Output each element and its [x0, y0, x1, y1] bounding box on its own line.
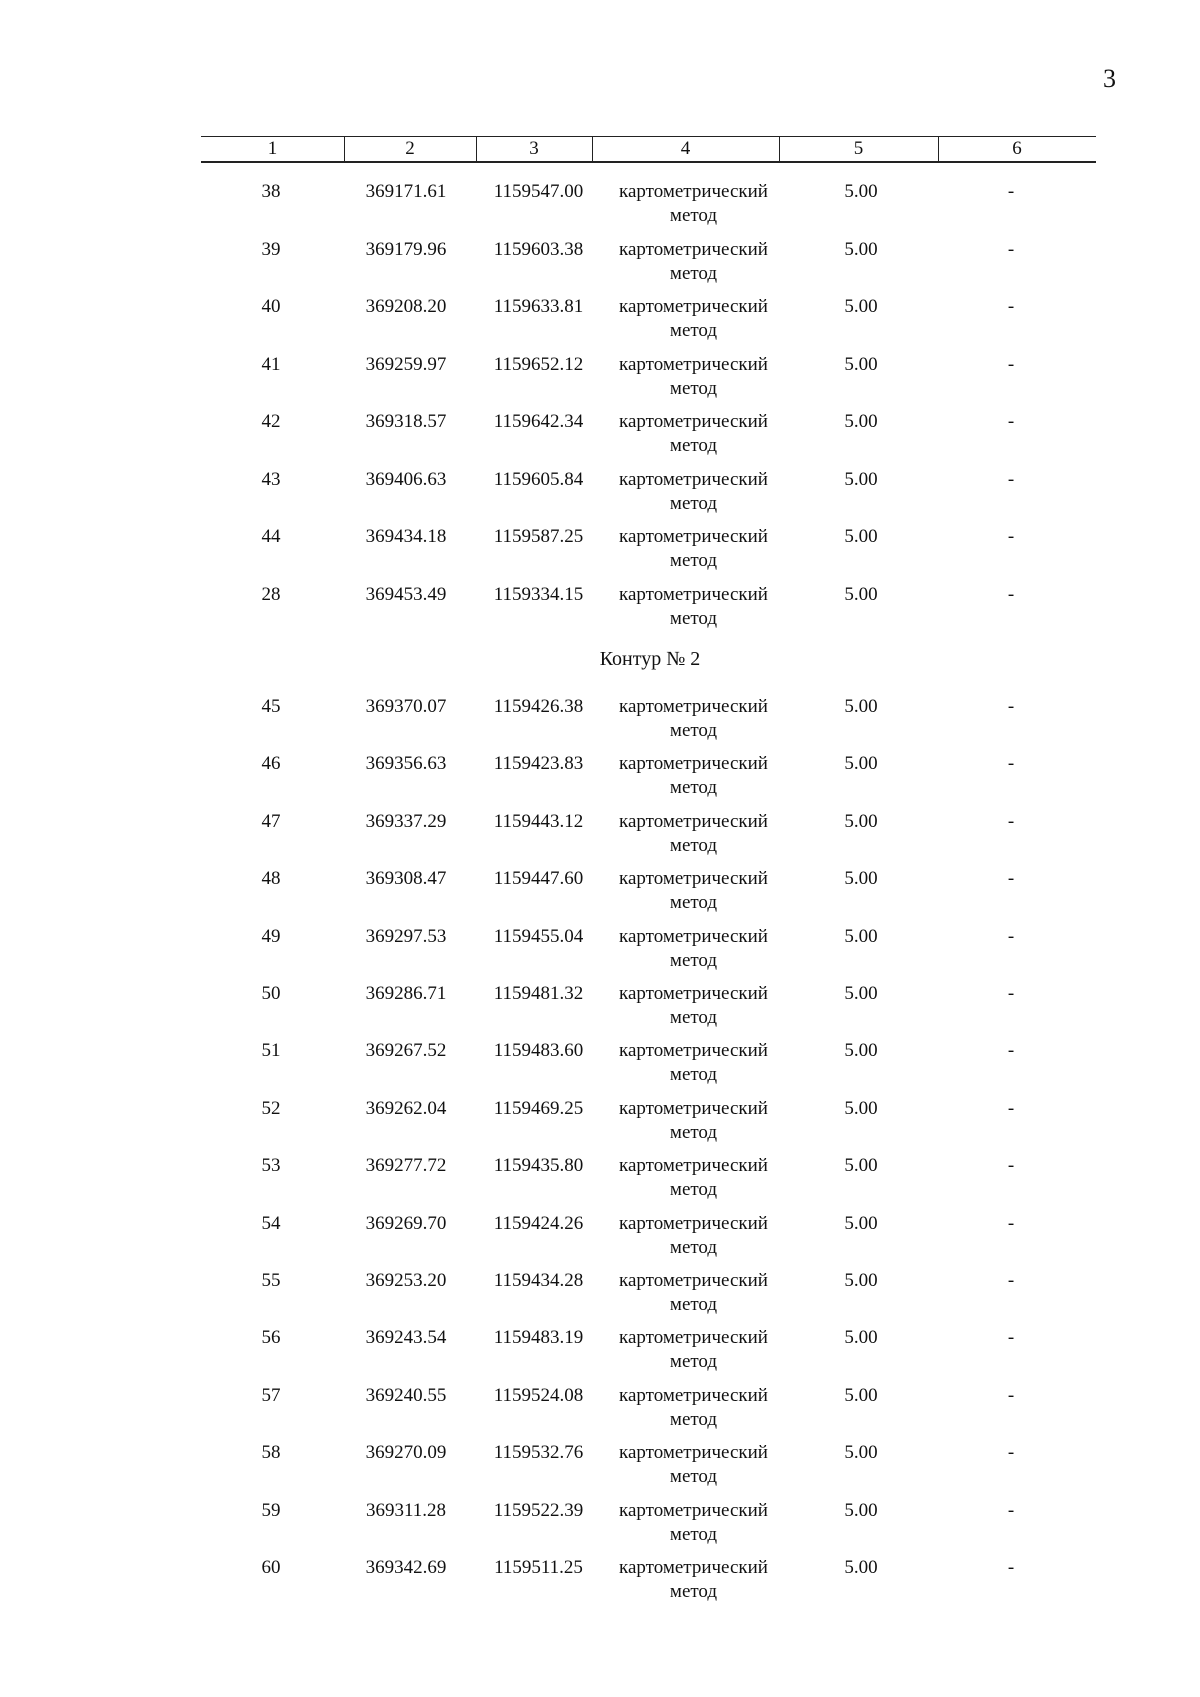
method-line-1: картометрический: [619, 810, 768, 832]
method-line-2: метод: [669, 720, 718, 741]
coord-y: 1159443.12: [493, 810, 584, 832]
accuracy-value: 5.00: [844, 1040, 878, 1062]
method-cell: [596, 295, 791, 343]
header-col-6: 6: [1012, 138, 1022, 159]
method-line-2: метод: [669, 949, 718, 971]
empty-cell: -: [1007, 238, 1015, 260]
header-col-4: 4: [680, 138, 691, 159]
coord-y: 1159423.83: [493, 753, 584, 775]
empty-cell: -: [1007, 1327, 1015, 1349]
table-row: [201, 353, 1096, 405]
method-line-2: метод: [669, 435, 718, 456]
empty-cell: -: [1007, 983, 1015, 1004]
table-row: [201, 468, 1096, 520]
coord-x: 369434.18: [365, 526, 447, 547]
coord-x: 369342.69: [365, 1557, 447, 1578]
point-number: 55: [261, 1270, 281, 1291]
method-cell: [596, 1556, 791, 1604]
table-row: [201, 752, 1096, 804]
coord-y: 1159605.84: [493, 468, 584, 490]
coord-x: 369286.71: [365, 983, 447, 1004]
table-row: [201, 1039, 1096, 1091]
coord-x: 369311.28: [365, 1499, 447, 1521]
method-cell: [596, 238, 791, 286]
empty-cell: -: [1007, 468, 1015, 490]
method-line-2: метод: [669, 1581, 718, 1602]
method-line-2: метод: [669, 1408, 718, 1430]
method-cell: [596, 180, 791, 228]
method-line-1: картометрический: [619, 1040, 768, 1062]
point-number: 56: [261, 1327, 281, 1349]
point-number: 38: [261, 181, 281, 202]
method-line-2: метод: [669, 1236, 718, 1258]
coord-y: 1159435.80: [493, 1155, 584, 1177]
method-line-2: метод: [669, 1523, 718, 1545]
accuracy-value: 5.00: [844, 925, 878, 947]
method-line-2: метод: [669, 1064, 718, 1086]
point-number: 54: [261, 1212, 281, 1234]
method-cell: [596, 525, 791, 573]
method-cell: [596, 1326, 791, 1374]
empty-cell: -: [1007, 583, 1015, 605]
point-number: 57: [261, 1384, 281, 1406]
method-line-1: картометрический: [619, 181, 768, 202]
method-line-1: картометрический: [619, 983, 768, 1004]
point-number: 50: [261, 983, 281, 1004]
accuracy-value: 5.00: [844, 181, 878, 202]
table-row: [201, 1154, 1096, 1206]
coord-y: 1159587.25: [493, 526, 584, 547]
table-row: [201, 810, 1096, 862]
empty-cell: -: [1007, 1097, 1015, 1119]
coord-x: 369179.96: [365, 238, 447, 260]
header-col-3: 3: [529, 138, 539, 159]
method-line-2: метод: [669, 377, 718, 399]
coord-y: 1159469.25: [493, 1097, 584, 1119]
method-line-2: метод: [669, 205, 718, 226]
coord-y: 1159481.32: [493, 983, 584, 1004]
accuracy-value: 5.00: [844, 1212, 878, 1234]
empty-cell: -: [1007, 1155, 1015, 1177]
table-row: [201, 695, 1096, 747]
method-cell: [596, 1154, 791, 1202]
point-number: 46: [261, 753, 281, 775]
method-line-1: картометрический: [619, 1270, 768, 1291]
empty-cell: -: [1007, 296, 1015, 317]
coord-y: 1159522.39: [493, 1499, 584, 1521]
empty-cell: -: [1007, 1384, 1015, 1406]
empty-cell: -: [1007, 925, 1015, 947]
method-cell: [596, 867, 791, 915]
table-row: [201, 1556, 1096, 1608]
coord-y: 1159633.81: [493, 296, 584, 317]
coord-y: 1159652.12: [493, 353, 584, 375]
point-number: 58: [261, 1442, 281, 1464]
method-line-2: метод: [669, 777, 718, 799]
method-cell: [596, 752, 791, 800]
coord-x: 369277.72: [365, 1155, 447, 1177]
method-line-1: картометрический: [619, 925, 768, 947]
table-row: [201, 1384, 1096, 1436]
method-line-2: метод: [669, 550, 718, 571]
method-line-1: картометрический: [619, 1212, 768, 1234]
accuracy-value: 5.00: [844, 526, 878, 547]
coord-y: 1159524.08: [493, 1384, 584, 1406]
empty-cell: -: [1007, 526, 1015, 547]
method-line-2: метод: [669, 1007, 718, 1028]
coord-x: 369270.09: [365, 1442, 447, 1464]
accuracy-value: 5.00: [844, 1557, 878, 1578]
header-col-5: 5: [853, 138, 864, 159]
coord-x: 369267.52: [365, 1040, 447, 1062]
method-line-2: метод: [669, 892, 718, 914]
method-line-1: картометрический: [619, 1442, 768, 1464]
accuracy-value: 5.00: [844, 583, 878, 605]
empty-cell: -: [1007, 1040, 1015, 1062]
point-number: 49: [261, 925, 281, 947]
method-cell: [596, 1499, 791, 1547]
table-row: [201, 1499, 1096, 1551]
accuracy-value: 5.00: [844, 411, 878, 432]
accuracy-value: 5.00: [844, 868, 878, 890]
coord-y: 1159532.76: [493, 1442, 584, 1464]
page-number: 3: [1103, 64, 1116, 93]
coord-y: 1159447.60: [493, 868, 584, 890]
coord-y: 1159426.38: [493, 696, 584, 717]
method-line-1: картометрический: [619, 1384, 768, 1406]
method-line-1: картометрический: [619, 1097, 768, 1119]
accuracy-value: 5.00: [844, 468, 878, 490]
method-line-1: картометрический: [619, 696, 768, 717]
accuracy-value: 5.00: [844, 296, 878, 317]
coord-y: 1159483.19: [493, 1327, 584, 1349]
coord-x: 369259.97: [365, 353, 447, 375]
method-line-2: метод: [669, 1466, 718, 1488]
table-row: [201, 1097, 1096, 1149]
coord-x: 369262.04: [365, 1097, 447, 1119]
accuracy-value: 5.00: [844, 1327, 878, 1349]
point-number: 60: [261, 1557, 281, 1578]
method-line-1: картометрический: [619, 1155, 768, 1177]
empty-cell: -: [1007, 353, 1015, 375]
coord-x: 369171.61: [365, 181, 447, 202]
method-cell: [596, 1441, 791, 1489]
coord-x: 369297.53: [365, 925, 447, 947]
table-row: [201, 410, 1096, 462]
point-number: 47: [261, 810, 281, 832]
method-line-1: картометрический: [619, 583, 768, 605]
coord-y: 1159642.34: [493, 411, 584, 432]
method-cell: [596, 410, 791, 458]
method-cell: [596, 353, 791, 401]
coord-x: 369243.54: [365, 1327, 447, 1349]
accuracy-value: 5.00: [844, 353, 878, 375]
accuracy-value: 5.00: [844, 1270, 878, 1291]
method-line-1: картометрический: [619, 753, 768, 775]
accuracy-value: 5.00: [844, 810, 878, 832]
method-line-2: метод: [669, 1294, 718, 1315]
empty-cell: -: [1007, 753, 1015, 775]
method-line-2: метод: [669, 1351, 718, 1373]
coord-y: 1159603.38: [493, 238, 584, 260]
coord-y: 1159434.28: [493, 1270, 584, 1291]
table-row: [201, 1212, 1096, 1264]
point-number: 59: [261, 1499, 281, 1521]
coord-y: 1159483.60: [493, 1040, 584, 1062]
empty-cell: -: [1007, 411, 1015, 432]
method-cell: [596, 583, 791, 631]
method-line-1: картометрический: [619, 1327, 768, 1349]
header-col-1: 1: [267, 138, 278, 159]
table-row: [201, 867, 1096, 919]
coord-x: 369337.29: [365, 810, 447, 832]
method-line-1: картометрический: [619, 296, 768, 317]
header-top-rule: [201, 136, 1096, 137]
table-row: [201, 1441, 1096, 1493]
coord-x: 369406.63: [365, 468, 447, 490]
coord-x: 369453.49: [365, 583, 447, 605]
coord-y: 1159455.04: [493, 925, 584, 947]
method-cell: [596, 1384, 791, 1432]
table-row: [201, 1269, 1096, 1321]
method-line-1: картометрический: [619, 238, 768, 260]
method-line-1: картометрический: [619, 411, 768, 432]
accuracy-value: 5.00: [844, 1097, 878, 1119]
point-number: 43: [261, 468, 281, 490]
empty-cell: -: [1007, 1270, 1015, 1291]
method-cell: [596, 1039, 791, 1087]
point-number: 39: [261, 238, 281, 260]
empty-cell: -: [1007, 1499, 1015, 1521]
empty-cell: -: [1007, 696, 1015, 717]
accuracy-value: 5.00: [844, 1155, 878, 1177]
point-number: 41: [261, 353, 281, 375]
coord-x: 369318.57: [365, 411, 447, 432]
point-number: 48: [261, 868, 281, 890]
empty-cell: -: [1007, 810, 1015, 832]
method-cell: [596, 1097, 791, 1145]
empty-cell: -: [1007, 1212, 1015, 1234]
table-row: [201, 180, 1096, 232]
accuracy-value: 5.00: [844, 983, 878, 1004]
method-line-1: картометрический: [619, 1499, 768, 1521]
table-header: [201, 136, 1096, 162]
accuracy-value: 5.00: [844, 1499, 878, 1521]
method-line-1: картометрический: [619, 868, 768, 890]
method-line-2: метод: [669, 262, 718, 284]
method-line-2: метод: [669, 1121, 718, 1143]
method-line-2: метод: [669, 834, 718, 856]
point-number: 40: [261, 296, 281, 317]
coord-x: 369308.47: [365, 868, 447, 890]
contour-heading: Контур № 2: [599, 648, 701, 670]
point-number: 28: [261, 583, 281, 605]
coord-x: 369370.07: [365, 696, 447, 717]
point-number: 45: [261, 696, 281, 717]
table-row: [201, 1326, 1096, 1378]
method-line-1: картометрический: [619, 526, 768, 547]
point-number: 51: [261, 1040, 281, 1062]
empty-cell: -: [1007, 1557, 1015, 1578]
table-row: [201, 525, 1096, 577]
method-line-1: картометрический: [619, 1557, 768, 1578]
coord-x: 369253.20: [365, 1270, 447, 1291]
method-line-1: картометрический: [619, 353, 768, 375]
header-bottom-rule: [201, 161, 1096, 163]
method-cell: [596, 1212, 791, 1260]
coord-y: 1159334.15: [493, 583, 584, 605]
method-line-1: картометрический: [619, 468, 768, 490]
point-number: 42: [261, 411, 281, 432]
header-col-2: 2: [405, 138, 415, 159]
accuracy-value: 5.00: [844, 1442, 878, 1464]
point-number: 44: [261, 526, 281, 547]
table-row: [201, 295, 1096, 347]
table-row: [201, 583, 1096, 635]
empty-cell: -: [1007, 1442, 1015, 1464]
accuracy-value: 5.00: [844, 753, 878, 775]
accuracy-value: 5.00: [844, 1384, 878, 1406]
method-cell: [596, 1269, 791, 1317]
table-row: [201, 925, 1096, 977]
method-cell: [596, 810, 791, 858]
method-line-2: метод: [669, 1179, 718, 1201]
coord-y: 1159424.26: [493, 1212, 584, 1234]
method-cell: [596, 695, 791, 743]
empty-cell: -: [1007, 181, 1015, 202]
point-number: 53: [261, 1155, 281, 1177]
method-cell: [596, 468, 791, 516]
method-line-2: метод: [669, 492, 718, 514]
accuracy-value: 5.00: [844, 238, 878, 260]
coord-y: 1159511.25: [494, 1557, 583, 1578]
coord-x: 369356.63: [365, 753, 447, 775]
point-number: 52: [261, 1097, 281, 1119]
method-cell: [596, 982, 791, 1030]
coord-y: 1159547.00: [493, 181, 584, 202]
method-cell: [596, 925, 791, 973]
empty-cell: -: [1007, 868, 1015, 890]
method-line-2: метод: [669, 607, 718, 629]
method-line-2: метод: [669, 320, 718, 341]
table-row: [201, 238, 1096, 290]
coord-x: 369240.55: [365, 1384, 447, 1406]
coord-x: 369208.20: [365, 296, 447, 317]
table-row: [201, 982, 1096, 1034]
accuracy-value: 5.00: [844, 696, 878, 717]
coord-x: 369269.70: [365, 1212, 447, 1234]
